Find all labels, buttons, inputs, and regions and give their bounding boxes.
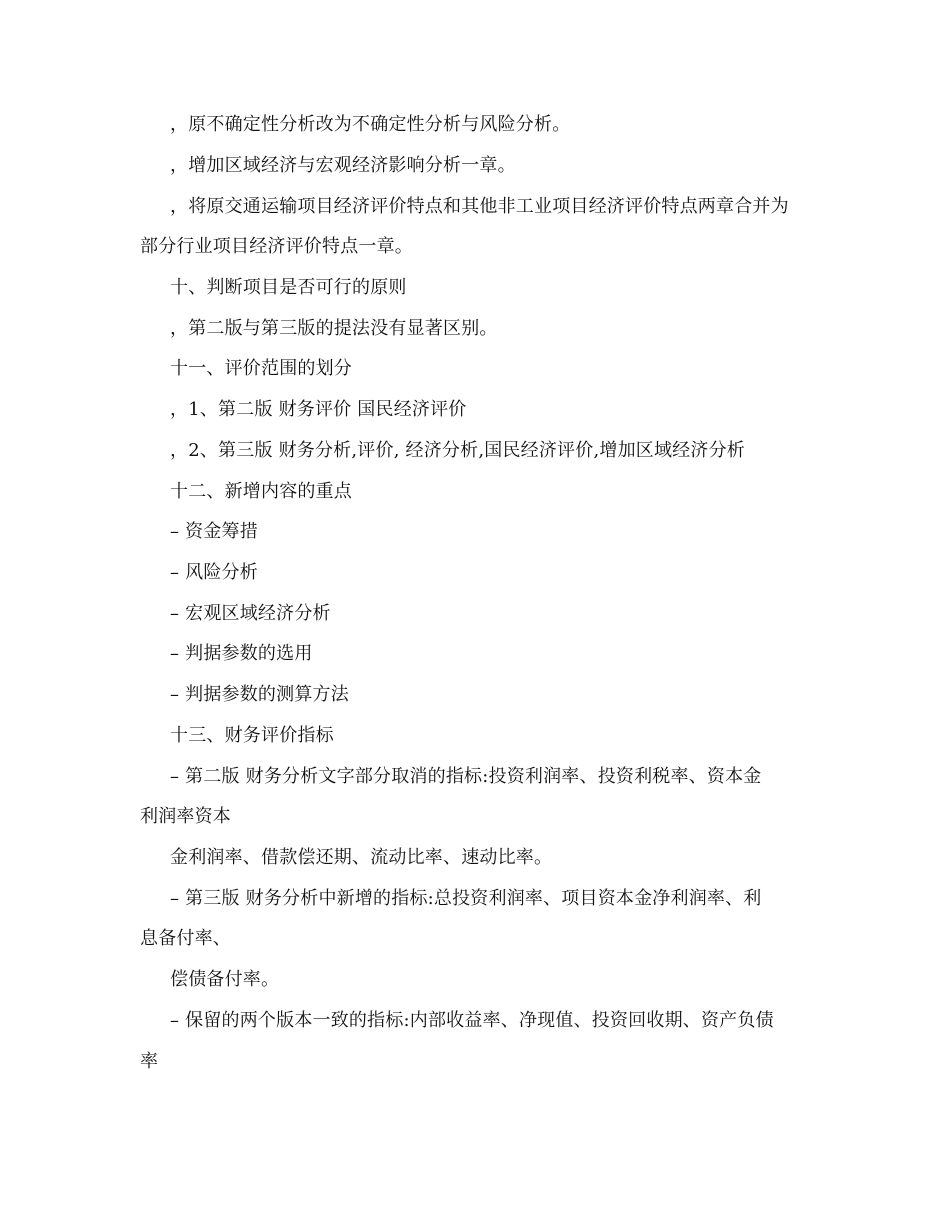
text-line-2: ，增加区域经济与宏观经济影响分析一章。 xyxy=(170,155,516,176)
text-line-9: ，2、第三版 财务分析,评价, 经济分析,国民经济评价,增加区域经济分析 xyxy=(170,440,745,461)
text-line-19: 金利润率、借款偿还期、流动比率、速动比率。 xyxy=(170,847,553,868)
text-line-4: 部分行业项目经济评价特点一章。 xyxy=(140,236,413,257)
bullet-item-4: – 判据参数的选用 xyxy=(170,643,313,664)
section-heading-11: 十一、评价范围的划分 xyxy=(170,358,352,379)
text-line-1: ，原不确定性分析改为不确定性分析与风险分析。 xyxy=(170,114,571,135)
text-line-24: 率 xyxy=(140,1051,159,1072)
bullet-item-2: – 风险分析 xyxy=(170,562,258,583)
text-line-8: ，1、第二版 财务评价 国民经济评价 xyxy=(170,399,467,420)
bullet-item-6: – 第二版 财务分析文字部分取消的指标:投资利润率、投资利税率、资本金 xyxy=(170,766,762,787)
bullet-item-3: – 宏观区域经济分析 xyxy=(170,603,331,624)
section-heading-13: 十三、财务评价指标 xyxy=(170,725,334,746)
text-line-3: ，将原交通运输项目经济评价特点和其他非工业项目经济评价特点两章合并为 xyxy=(170,196,789,217)
text-line-21: 息备付率、 xyxy=(140,928,231,949)
bullet-item-1: – 资金筹措 xyxy=(170,521,258,542)
text-line-6: ，第二版与第三版的提法没有显著区别。 xyxy=(170,318,498,339)
bullet-item-5: – 判据参数的测算方法 xyxy=(170,684,349,705)
section-heading-10: 十、判断项目是否可行的原则 xyxy=(170,277,407,298)
text-line-22: 偿债备付率。 xyxy=(170,969,280,990)
bullet-item-7: – 第三版 财务分析中新增的指标:总投资利润率、项目资本金净利润率、利 xyxy=(170,888,762,909)
text-line-18: 利润率资本 xyxy=(140,806,231,827)
bullet-item-8: – 保留的两个版本一致的指标:内部收益率、净现值、投资回收期、资产负债 xyxy=(170,1010,774,1031)
section-heading-12: 十二、新增内容的重点 xyxy=(170,481,352,502)
